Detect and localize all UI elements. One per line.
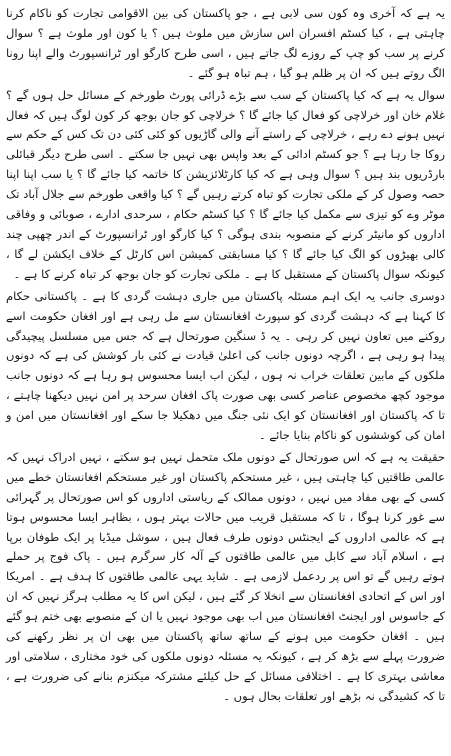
article-paragraph-2: سوال یہ ہے کہ کیا پاکستان کے سب سے بڑے ڈرائی پورٹ طورخم کے مسائل حل ہوں گے ؟ غلام خان اور خرلاچی کو فعال کیا جائے گا ؟ خرلاچی کو جان بوجھ کر کون لوگ ہیں کہ فعال نہیں ہونے دے رہے ، خرلاچی کے راستے آنے والی گاڑیوں کو کئی کئی دن تک کس کے حکم سے روکا جا رہا ہے ؟ جو کسٹم ادائی کے بعد واپس بھی نہیں جا سکتے ۔ اسی طرح دیگر قبائلی بارڈریوں بند ہیں ؟ سوال وہی ہے کہ کیا کارٹلائزیشن کا خاتمہ کیا جائے گا ؟ یا سب اپنا اپنا حصہ وصول کر کے ملکی تجارت کو تباہ کرتے رہیں گے ؟ کیا واقعی طورخم سے جلال آباد تک موٹر وے کو تیزی سے مکمل کیا جائے گا ؟ کیا کسٹم حکام ، سرحدی ادارے ، صوبائی و وفاقی اداروں کو مانیٹر کرنے کے منصوبہ بندی ہوگی ؟ کیا کارگو اور ٹرانسپورٹ کے اندر چھپی چند کالی بھیڑوں کو الگ کیا جائے گا ؟ کیا مسابقتی کمیشن اس کارٹل کے خلاف ایکشن لے گا ، کیونکہ سوال پاکستان کے مستقبل کا ہے ۔ ملکی تجارت کو جان بوجھ کر تباہ کرنے کا ہے ۔	[6, 87, 445, 281]
article-paragraph-4: حقیقت یہ ہے کہ اس صورتحال کے دونوں ملک متحمل نہیں ہو سکتے ، نہیں ادراک نہیں کہ عالمی طاقتیں کیا چاہتی ہیں ، غیر مستحکم پاکستان اور غیر مستحکم افغانستان خطے میں کسی کے بھی مفاد میں نہیں ، دونوں ممالک کے ریاستی اداروں کو اس صورتحال پر گہرائی سے غور کرنا ہوگا ، تا کہ مستقبل قریب میں حالات بہتر ہوں ، بظاہر ایسا محسوس ہوتا ہے کہ عالمی اداروں کے ایجنٹس دونوں طرف فعال ہیں ، سوشل میڈیا پر ایک طوفان برپا ہے ، اسلام آباد سے کابل میں عالمی طاقتوں کے آلہ کار سرگرم ہیں ۔ پاک فوج پر حملے ہوتے رہیں گے تو اس پر ردعمل لازمی ہے ۔ شاید یہی عالمی طاقتوں کا ہدف ہے ۔ امریکا اور اس کے اتحادی افغانستان سے انخلا کر گئے ہیں ، لیکن اس کا یہ مطلب ہرگز نہیں کہ ان کے جاسوس اور ایجنٹ افغانستان میں اب بھی موجود نہیں یا ان کے منصوبے بھی ختم ہو گئے ہیں ۔ افغان حکومت میں ہونے کے ساتھ ساتھ پاکستان میں بھی ان پر نظر رکھنے کی ضرورت پہلے سے بڑھ کر ہے ، کیونکہ یہ مسئلہ دونوں ملکوں کی خود مختاری ، سلامتی اور معاشی بہتری کا ہے ۔ اختلافی مسائل کے حل کیلئے مشترکہ میکنزم بنانے کی ضرورت ہے ، تا کہ کشیدگی نہ بڑھے اور تعلقات بحال ہوں ۔	[6, 449, 445, 703]
article-paragraph-1: یہ ہے کہ آخری وہ کون سی لابی ہے ، جو پاکستان کی بین الاقوامی تجارت کو ناکام کرنا چاہتی ہے ، کیا کسٹم افسران اس سازش میں ملوث ہیں ؟ یا کون اور ملوث ہے ؟ سوال کرنے پر سب کو چپ کے روزے لگ جاتے ہیں ، اسی طرح کارگو اور ٹرانسپورٹ والے اپنا رونا الگ روتے ہیں کہ ان پر ظلم ہو گیا ، ہم تباہ ہو گئے ۔	[6, 6, 445, 80]
article-paragraph-3: دوسری جانب یہ ایک اہم مسئلہ پاکستان میں جاری دہشت گردی کا ہے ۔ پاکستانی حکام کا کہنا ہے کہ دہشت گردی کو سپورٹ افغانستان سے مل رہی ہے اور افغان حکومت اسے روکنے میں تعاون نہیں کر رہی ۔ یہ ڈ سنگین صورتحال ہے کہ جس میں مسلسل پیچیدگی پیدا ہو رہی ہے ، اگرچہ دونوں جانب کی اعلیٰ قیادت نے کئی بار کوشش کی ہے کہ دونوں ملکوں کے مابین تعلقات خراب نہ ہوں ، لیکن اب ایسا محسوس ہو رہا ہے کہ دونوں جانب موجود کچھ مخصوص عناصر کسی بھی صورت پاک افغان سرحد پر امن نہیں دیکھنا چاہتے ، تا کہ پاکستان اور افغانستان کو ایک نئی جنگ میں دھکیلا جا سکے اور افغانستان میں امن و امان کی کوششوں کو ناکام بنایا جائے ۔	[6, 288, 445, 443]
